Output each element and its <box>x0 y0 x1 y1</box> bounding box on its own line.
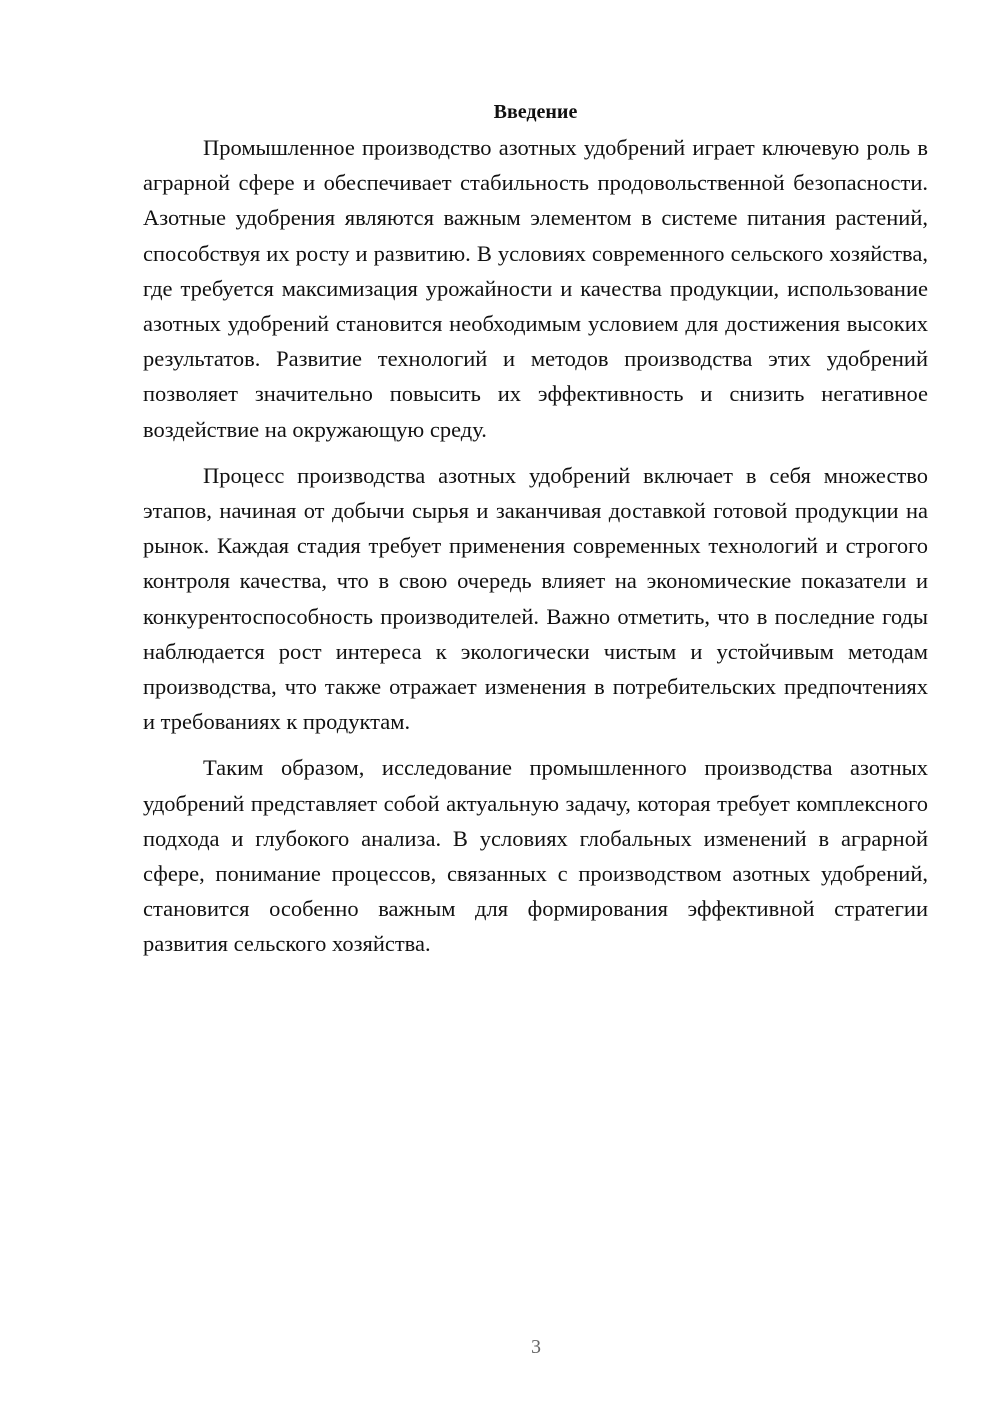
page-number: 3 <box>531 1336 541 1358</box>
paragraph-1: Промышленное производство азотных удобрений играет ключевую роль в аграрной сфере и обеспечивает стабильность продовольственной безопасности. Азотные удобрения являются важным элементом в системе питания растений, способствуя их росту и развитию. В условиях современного сельского хозяйства, где требуется максимизация урожайности и качества продукции, использование азотных удобрений становится необходимым условием для достижения высоких результатов. Развитие технологий и методов производства этих удобрений позволяет значительно повысить их эффективность и снизить негативное воздействие на окружающую среду. <box>143 135 928 442</box>
section-heading: Введение <box>493 101 578 123</box>
paragraph-3: Таким образом, исследование промышленного производства азотных удобрений представляет собой актуальную задачу, которая требует комплексного подхода и глубокого анализа. В условиях глобальных изменений в аграрной сфере, понимание процессов, связанных с производством азотных удобрений, становится особенно важным для формирования эффективной стратегии развития сельского хозяйства. <box>143 755 928 957</box>
page-content <box>143 94 928 962</box>
paragraph-2: Процесс производства азотных удобрений включает в себя множество этапов, начиная от добычи сырья и заканчивая доставкой готовой продукции на рынок. Каждая стадия требует применения современных технологий и строгого контроля качества, что в свою очередь влияет на экономические показатели и конкурентоспособность производителей. Важно отметить, что в последние годы наблюдается рост интереса к экологически чистым и устойчивым методам производства, что также отражает изменения в потребительских предпочтениях и требованиях к продуктам. <box>143 462 928 735</box>
